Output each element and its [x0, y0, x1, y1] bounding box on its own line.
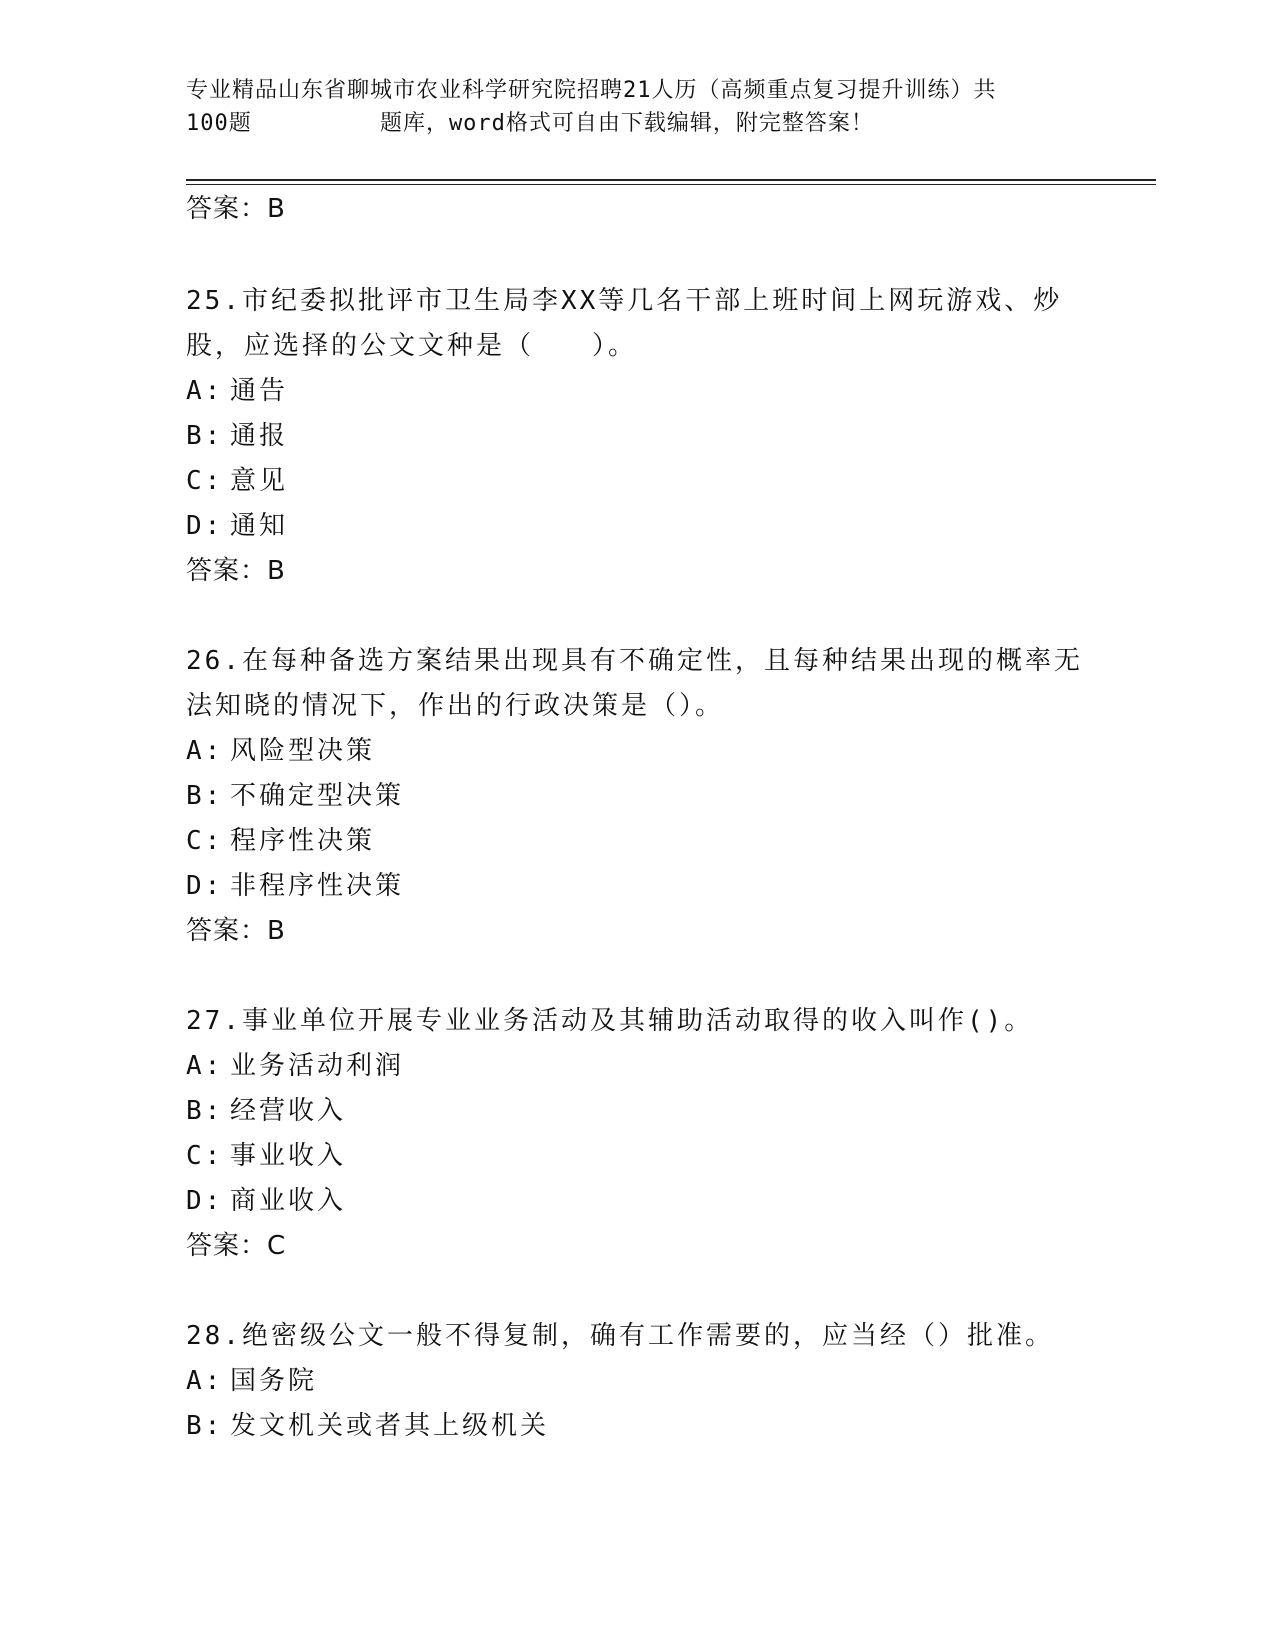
option-d: [186, 864, 1086, 909]
option-a: [186, 1359, 1086, 1404]
option-text: 事业收入: [230, 1141, 347, 1171]
option-text: 非程序性决策: [230, 871, 405, 901]
option-key: D:: [186, 871, 224, 901]
option-text: 国务院: [230, 1366, 318, 1396]
answer-label: 答案：: [186, 916, 268, 946]
header-divider-thin: [186, 184, 1156, 185]
header-line-1: 专业精品山东省聊城市农业科学研究院招聘21人历（高频重点复习提升训练）共: [186, 78, 997, 103]
option-key: D:: [186, 1186, 224, 1216]
option-d: [186, 1179, 1086, 1224]
question-stem: 25.市纪委拟批评市卫生局李XX等几名干部上班时间上网玩游戏、炒股，应选择的公文文种是（ ）。: [186, 286, 1063, 361]
option-text: 程序性决策: [230, 826, 376, 856]
option-key: C:: [186, 1141, 224, 1171]
question-stem: 26.在每种备选方案结果出现具有不确定性，且每种结果出现的概率无法知晓的情况下，作出的行政决策是（）。: [186, 646, 1083, 721]
option-text: 通报: [230, 421, 289, 451]
answer-value: C: [267, 1231, 287, 1261]
option-text: 经营收入: [230, 1096, 347, 1126]
option-text: 业务活动利润: [230, 1051, 405, 1081]
answer-value: B: [267, 916, 286, 946]
question-answer: [186, 909, 1086, 954]
answer-label: 答案：: [186, 556, 268, 586]
option-b: [186, 774, 1086, 819]
question-27: [186, 999, 1086, 1269]
option-a: [186, 1044, 1086, 1089]
option-c: [186, 1134, 1086, 1179]
option-key: B:: [186, 1096, 224, 1126]
carry-over-answer: [186, 192, 1086, 234]
option-b: [186, 414, 1086, 459]
option-key: A:: [186, 376, 224, 406]
option-key: C:: [186, 466, 224, 496]
option-text: 风险型决策: [230, 736, 376, 766]
option-key: A:: [186, 736, 224, 766]
option-key: B:: [186, 781, 224, 811]
option-b: [186, 1089, 1086, 1134]
option-text: 通告: [230, 376, 289, 406]
option-text: 发文机关或者其上级机关: [230, 1411, 550, 1441]
option-text: 通知: [230, 511, 289, 541]
option-text: 商业收入: [230, 1186, 347, 1216]
option-text: 意见: [230, 466, 289, 496]
question-25: [186, 279, 1086, 594]
option-d: [186, 504, 1086, 549]
option-text: 不确定型决策: [230, 781, 405, 811]
option-key: B:: [186, 1411, 224, 1441]
question-answer: [186, 1224, 1086, 1269]
option-a: [186, 729, 1086, 774]
option-c: [186, 819, 1086, 864]
page-header: [186, 74, 1086, 140]
option-a: [186, 369, 1086, 414]
option-b: [186, 1404, 1086, 1449]
document-body: [186, 192, 1086, 1449]
header-line-2: 100题 题库，word格式可自由下载编辑，附完整答案！: [186, 111, 874, 136]
option-key: D:: [186, 511, 224, 541]
answer-value: B: [267, 194, 286, 224]
option-c: [186, 459, 1086, 504]
question-stem: 28.绝密级公文一般不得复制，确有工作需要的，应当经（）批准。: [186, 1321, 1054, 1351]
question-stem: 27.事业单位开展专业业务活动及其辅助活动取得的收入叫作()。: [186, 1006, 1034, 1036]
question-28: [186, 1314, 1086, 1449]
header-divider: [186, 179, 1156, 181]
option-key: B:: [186, 421, 224, 451]
question-26: [186, 639, 1086, 954]
answer-label: 答案：: [186, 194, 268, 224]
option-key: C:: [186, 826, 224, 856]
question-answer: [186, 549, 1086, 594]
answer-value: B: [267, 556, 286, 586]
option-key: A:: [186, 1366, 224, 1396]
answer-label: 答案：: [186, 1231, 268, 1261]
option-key: A:: [186, 1051, 224, 1081]
